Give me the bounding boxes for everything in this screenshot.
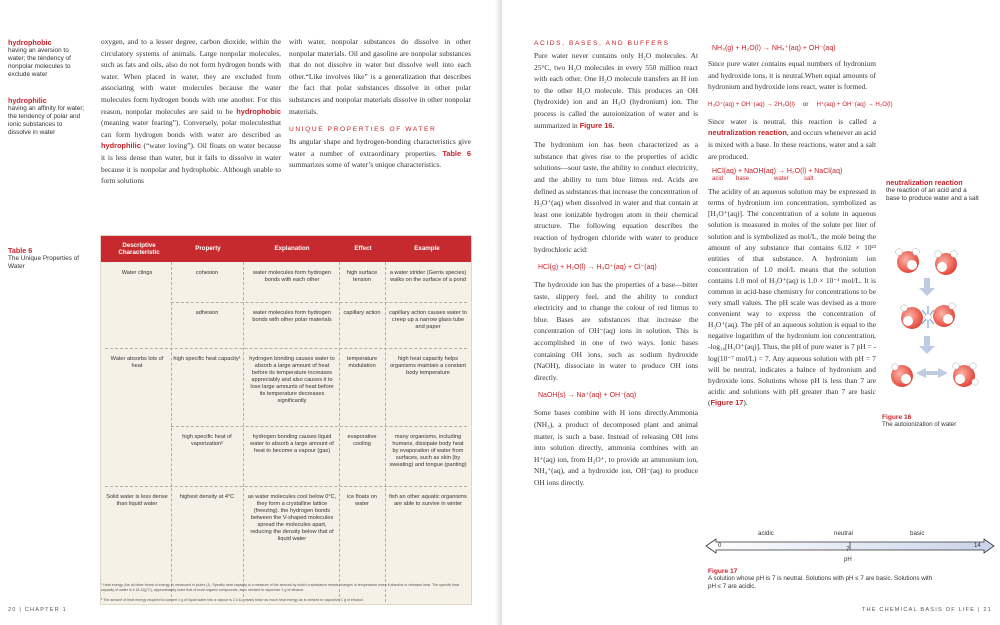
body-text: Since pure water contains equal numbers of hydronium and hydroxide ions, it is neutral.When equal amounts of hydronium and hydroxide ions react, water is formed.: [708, 59, 876, 92]
body-text: ).: [743, 397, 748, 407]
equation-labels: [712, 176, 876, 182]
equation-label: base: [736, 176, 750, 183]
figure-16-illustration: [886, 240, 990, 410]
glossary-definition: having an affinity for water; the tendency of polar and ionic substances to dissolve in water: [8, 105, 85, 136]
body-text: [534, 50, 698, 131]
glossary-term: hydrophobic: [8, 38, 52, 47]
figure-16-caption: [882, 414, 982, 429]
glossary-term: neutralization reaction: [886, 178, 963, 187]
section-heading: ACIDS, BASES, AND BUFFERS: [534, 40, 670, 47]
equation: H⁺(aq) + OH⁻(aq) → H₂O(l): [816, 100, 893, 108]
table-cell: capillary action causes water to creep up a narrow glass tube and paper: [389, 310, 467, 330]
ph-scale-arrow: [704, 538, 996, 554]
body-text: [708, 116, 876, 162]
body-text: , and occurs whenever an acid is mixed with a base. In these reactions, water and a salt are produced.: [708, 128, 876, 161]
figure-title: Figure 17: [708, 568, 738, 575]
page-footer: 20 | CHAPTER 1: [8, 607, 67, 613]
double-arrow-icon: [916, 368, 948, 378]
body-text: [289, 136, 471, 171]
figure-17-caption: [708, 568, 938, 591]
table-cell: many organisms, including humans, dissipate body heat by evaporation of water from surfaces, such as skin (by sweating) and tongue (panting): [389, 434, 467, 468]
equation: NH₃(g) + H₂O(l) → NH₄⁺(aq) + OH⁻(aq): [712, 45, 836, 52]
table-divider: [105, 486, 467, 487]
body-text: summarizes some of water’s unique characteristics.: [289, 160, 442, 170]
body-text: (“water loving”). Oil floats on water because it is less dense than water, but it fails to dissolve in water because it is nonpolar and hydrophobic. Although unable to form solutions: [101, 141, 281, 186]
ph-scale-figure: [704, 530, 996, 564]
equation-label: salt: [804, 176, 814, 183]
table-cell: temperature modulation: [346, 356, 378, 369]
table-cell: high specific heat capacity¹: [173, 356, 241, 362]
glossary-neutralization: [886, 178, 982, 203]
table-cell: highest density at 4°C: [179, 494, 235, 500]
table-caption: [8, 246, 80, 271]
body-text: oxygen, and to a lesser degree, carbon dioxide, within the circulatory systems of animals. Large nonpolar molecules, such as fats and oils, also do not form hydrogen bonds with water. When placed in water, they are excluded from associating with water molecules because the water molecules form hydrogen bonds with one another. For this reason, nonpolar molecules are said to be: [101, 37, 281, 116]
figure-reference[interactable]: Figure 17: [710, 397, 744, 407]
table-cell: adhesion: [195, 310, 219, 316]
table-cell: high heat capacity helps organisms maintain a constant body temperature: [390, 356, 466, 376]
table-header-cell: Descriptive Characteristic: [118, 241, 160, 256]
table-header-cell: Example: [414, 245, 440, 253]
glossary-definition: having an aversion to water; the tendency of nonpolar molecules to exclude water: [8, 47, 71, 78]
table-caption-text: The Unique Properties of Water: [8, 255, 80, 270]
equation-label: acid: [712, 176, 724, 183]
table-caption-title: Table 6: [8, 246, 33, 255]
body-text: Since water is neutral, this reaction is called a: [708, 116, 876, 126]
table-divider: [171, 426, 467, 427]
body-column-2: [289, 36, 471, 171]
left-page: [0, 0, 498, 625]
ph-axis-label: pH: [844, 557, 852, 563]
ph-value-max: 14: [974, 543, 981, 549]
glossary-definition: the reaction of an acid and a base to produce water and a salt: [886, 187, 979, 202]
table-footnote: ² The amount of heat energy required to convert 1 g of liquid water into a vapour is 2.4 kJ, nearly twice as much heat energy as is needed to vapourize 1 g of ethanol.: [101, 598, 364, 602]
table-cell: Water clings: [121, 270, 153, 276]
glossary-term: hydrophilic: [8, 96, 47, 105]
table-cell: hydrogen bonding causes water to absorb a large amount of heat before its temperature increases appreciably and also causes it to lose large amounts of heat before its temperature decreases significantly: [249, 356, 335, 404]
equation: NaOH(s) → Na⁺(aq) + OH⁻(aq): [538, 392, 637, 400]
arrow-down-icon: [919, 336, 935, 354]
body-column-2: [708, 44, 893, 408]
arrow-down-icon: [919, 278, 935, 296]
glossary-hydrophobic: [8, 38, 86, 79]
ph-value-min: 0: [718, 543, 722, 549]
body-text: The hydroxide ion has the properties of a base—bitter taste, slippery feel, and the ability to conduct electricity and to change the colour of red litmus to blue. Bases are substances that increase the concentration of OH⁻(aq) ions in solution. This is accomplished in one of two ways. Ionic bases containing OH ions, such as sodium hydroxide (NaOH), dissociate in water to produce OH ions directly.: [534, 280, 698, 382]
body-text: with water, nonpolar substances do dissolve in other nonpolar materials. Oil and gasoline are nonpolar substances that do not dissolve in water but dissolve well into each other.“Like involves like” is a generalization that describes the fact that polar substances dissolve in other polar substances and nonpolar materials dissolve in other nonpolar materials.: [289, 37, 471, 116]
table-cell: evaporative cooling: [347, 434, 377, 447]
figure-reference[interactable]: Figure 16.: [579, 120, 615, 130]
table-divider: [105, 348, 467, 349]
body-text: The acidity of an aqueous solution may be expressed in terms of hydronium ion concentration, symbolized as [H₃O⁺(aq)]. The concentration of a solute in aqueous solution is measured in moles of the solute per liter of solution and is symbolized as mol/L, the mole being the amount of any substance that contains 6.02 × 10²³ entities of that substance. A hydronium ion concentration of 1.0 mol/L means that the solution contains 1.0 mol of H₃O⁺(aq) is 1.0 × 10⁻¹ mol/L. It is common in acid-base chemistry for concentrations to be very small values. The pH scale was devised as a more convenient way to express the concentration of H₃O⁺(aq). The pH of an aqueous solution is equal to the negative logarithm of the hydronium ion concentration, -log₁₀[H₃O⁺(aq)]. Thus, the pH of pure water is 7 pH = -log(10⁻⁷ mol/L) = 7. Any aqueous solution with pH = 7 will be neutral, indicates a balnce of hydronium and hydroxide ions. Solutions whose pH is less than 7 are acidic and solutions with pH greater than 7 are basic (: [708, 187, 876, 407]
table-cell: water molecules form hydrogen bonds with each other: [252, 270, 332, 283]
key-term: hydrophilic: [101, 141, 141, 151]
equation-or: or: [802, 100, 809, 108]
table-header-cell: Property: [195, 245, 221, 253]
table-cell: Water absorbs lots of heat: [110, 356, 164, 369]
hydroxide-ion-icon: [891, 364, 913, 387]
body-text: Its angular shape and hydrogen-bonding characteristics give water a number of extraordinary properties.: [289, 137, 471, 158]
table-header-cell: Explanation: [274, 245, 310, 253]
key-term: neutralization reaction: [708, 128, 787, 138]
ph-label-basic: basic: [910, 530, 925, 537]
equation: HCl(aq) + NaOH(aq) → H₂O(l) + NaCl(aq): [712, 168, 843, 176]
table-cell: cohesion: [195, 270, 219, 276]
water-molecule-icon: [896, 249, 920, 273]
table-cell: hydrogen bonding causes liquid water to absorb a large amount of heat to become a vapour (gas): [250, 434, 334, 454]
table-cell: fish an other aquatic organisms are able to survive in winter: [389, 494, 467, 507]
table-cell: high surface tension: [346, 270, 378, 283]
hydronium-ion-icon: [953, 363, 978, 387]
table-divider: [243, 262, 244, 602]
table-footnote: ¹ Heat energy, like all other forms of energy, is measured in joules (J). Specific heat capacity is a measure of the amount by which a substance resists changes in temperature when it absorbs or releases heat. The specific heat capacity of water is 4.18 J/(g°C), approximately twice that of most organic compounds, as is needed to vapourize 1 g of ethanol.: [101, 583, 460, 592]
table-cell: as water molecules cool below 0°C, they form a crystalline lattice (freezing). the hydrogen bonds between the V-shaped molecules spread the molecules apart, reducing the density below that of liquid water: [247, 494, 337, 542]
table-cell: a water strider (Gerris species) walks on the surface of a pond: [389, 270, 467, 283]
body-text: (meaning water fearing”). Conversely, polar moleculesthat can form hydrogen bonds with water are described as: [101, 118, 281, 139]
ph-label-neutral: neutral: [834, 530, 853, 537]
table-divider: [171, 262, 172, 602]
body-column-1: [534, 40, 698, 489]
table-header-cell: Effect: [354, 245, 372, 253]
right-page: [502, 0, 1000, 625]
section-heading: UNIQUE PROPERTIES OF WATER: [289, 126, 437, 134]
equation-row: [708, 100, 893, 108]
table-cell: capillary action: [343, 310, 381, 316]
figure-title: Figure 16: [882, 414, 912, 421]
ph-value-mid: 7: [846, 547, 850, 553]
table-cell: Solid water is less dense than liquid water: [106, 494, 168, 507]
proton-transfer-icon: [901, 303, 955, 329]
table-cell: ice floats on water: [347, 494, 377, 507]
table-divider: [385, 262, 386, 602]
ph-label-acidic: acidic: [758, 530, 774, 537]
properties-table: [101, 236, 471, 604]
water-molecule-icon: [935, 251, 958, 275]
body-text: The hydronium ion has been characterized as a substance that gives rise to the properties of acidic solutions—sour taste, the ability to conduct electricity, and the ability to turn blue litmus red. Acids are defined as substances that increase the concentration of H₃O⁺(aq) when dissolved in water and that contain at least one ionizable hydrogen atom in their chemical structure. The following equation describes the reaction of hydrogen chloride with water to produce hydrochloric acid:: [534, 140, 698, 254]
table-divider: [171, 302, 467, 303]
body-text: Pure water never contains only H₂O molecules. At 25°C, two H₂O molecules in every 550 million react with each other. One H₂O molecule transfers an H ion to the other H₂O molecule. This produces an OH (hydroxide) ion and an H₃O (hydronium) ion. The process is called the autoionization of water and is summarized in: [534, 51, 698, 130]
table-cell: water molecules form hydrogen bonds with other polar materials: [252, 310, 332, 323]
equation: H₃O⁺(aq) + OH⁻(aq) → 2H₂O(l): [708, 100, 795, 108]
page-footer: THE CHEMICAL BASIS OF LIFE | 21: [861, 607, 992, 613]
body-text: [708, 186, 876, 408]
equation-block: [712, 168, 876, 182]
equation: HCl(g) + H₂O(l) → H₃O⁺(aq) + Cl⁻(aq): [538, 264, 657, 272]
table-divider: [339, 262, 340, 602]
table-cell: high specific heat of vaporization²: [182, 434, 232, 447]
body-text: Some bases combine with H ions directly.Ammonia (NH₃), a product of decomposed plant and animal matter, is such a base. Instead of releasing OH ions into solution directly, ammonia combines with an H⁺(aq) ion, from H₃O⁺, to provide an ammonium ion, NH₄⁺(aq), and a hydroxide ion, OH⁻(aq) to produce OH ions directly.: [534, 408, 698, 487]
table-reference[interactable]: Table 6: [442, 148, 471, 158]
equation-label: water: [774, 176, 789, 183]
figure-caption: A solution whose pH is 7 is neutral. Solutions with pH ≤ 7 are basic. Solutions with pH ≤ 7 are acidic.: [708, 575, 933, 590]
glossary-hydrophilic: [8, 96, 86, 137]
figure-caption: The autoionization of water: [882, 421, 957, 428]
key-term: hydrophobic: [236, 106, 281, 116]
body-column-1: [101, 36, 281, 187]
